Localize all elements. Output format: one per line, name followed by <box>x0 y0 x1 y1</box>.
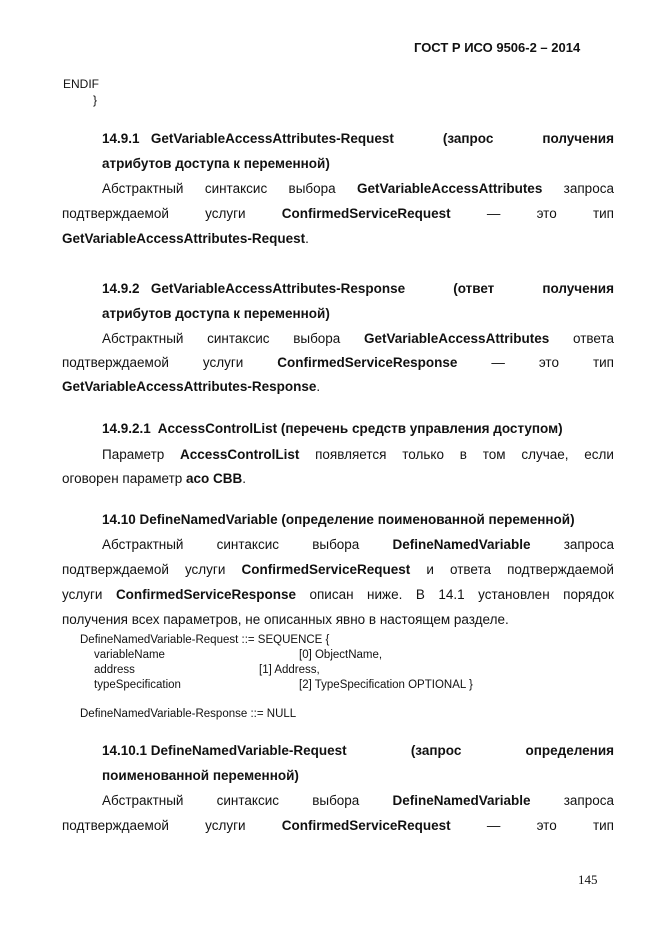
code-line: [0] ObjectName, <box>299 649 383 661</box>
section-heading-14-9-2: 14.9.2 GetVariableAccessAttributes-Response (ответ получения <box>102 281 614 296</box>
code-line: address <box>94 664 135 676</box>
paragraph-line: Абстрактный синтаксис выбора GetVariableAccessAttributes запроса <box>102 181 614 196</box>
paragraph-line: подтверждаемой услуги ConfirmedServiceRequest и ответа подтверждаемой <box>62 562 614 577</box>
page-number: 145 <box>578 872 598 887</box>
code-line: typeSpecification <box>94 679 181 691</box>
paragraph-line: GetVariableAccessAttributes-Request. <box>62 231 309 246</box>
page-header: ГОСТ Р ИСО 9506-2 – 2014 <box>414 40 581 55</box>
paragraph-line: подтверждаемой услуги ConfirmedServiceRequest — это тип <box>62 206 614 221</box>
section-heading-14-10-1-line2: поименованной переменной) <box>102 768 299 783</box>
paragraph-line: Абстрактный синтаксис выбора DefineNamedVariable запроса <box>102 537 614 552</box>
section-heading-14-10-1: 14.10.1 DefineNamedVariable-Request (запрос определения <box>102 743 614 758</box>
code-line: [1] Address, <box>259 664 320 676</box>
paragraph-line: Параметр AccessControlList появляется только в том случае, если <box>102 447 614 462</box>
code-line: [2] TypeSpecification OPTIONAL } <box>299 679 473 691</box>
paragraph-line: оговорен параметр aco CBB. <box>62 471 247 486</box>
code-line: variableName <box>94 649 165 661</box>
code-endif: ENDIF <box>63 77 99 91</box>
section-heading-14-10: 14.10 DefineNamedVariable (определение поименованной переменной) <box>102 512 575 527</box>
paragraph-line: подтверждаемой услуги ConfirmedServiceResponse — это тип <box>62 355 614 370</box>
paragraph-line: услуги ConfirmedServiceResponse описан ниже. В 14.1 установлен порядок <box>62 587 614 602</box>
code-brace: } <box>93 93 98 107</box>
section-heading-14-9-2-line2: атрибутов доступа к переменной) <box>102 306 330 321</box>
paragraph-line: подтверждаемой услуги ConfirmedServiceRequest — это тип <box>62 818 614 833</box>
code-line: DefineNamedVariable-Response ::= NULL <box>80 708 297 720</box>
section-heading-14-9-1-line2: атрибутов доступа к переменной) <box>102 156 330 171</box>
code-line: DefineNamedVariable-Request ::= SEQUENCE { <box>80 634 330 646</box>
paragraph-line: GetVariableAccessAttributes-Response. <box>62 379 321 394</box>
section-heading-14-9-2-1: 14.9.2.1 AccessControlList (перечень средств управления доступом) <box>102 421 563 436</box>
paragraph-line: Абстрактный синтаксис выбора GetVariableAccessAttributes ответа <box>102 331 614 346</box>
paragraph-line: Абстрактный синтаксис выбора DefineNamedVariable запроса <box>102 793 614 808</box>
section-heading-14-9-1: 14.9.1 GetVariableAccessAttributes-Request (запрос получения <box>102 131 614 146</box>
paragraph-line: получения всех параметров, не описанных явно в настоящем разделе. <box>62 612 509 627</box>
